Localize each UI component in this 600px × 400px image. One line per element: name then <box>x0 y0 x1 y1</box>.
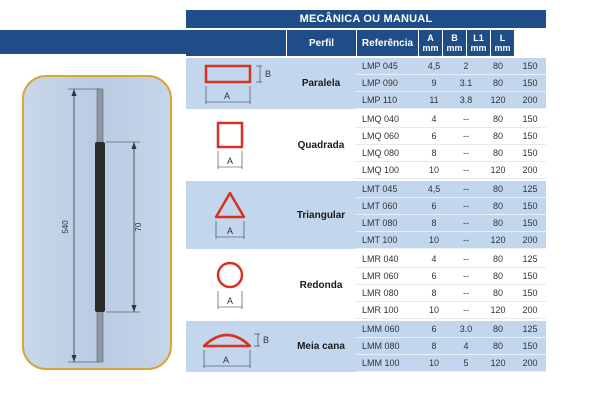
cell-l1: 120 <box>490 305 506 315</box>
profile-name: Meia cana <box>286 321 356 372</box>
cell-l: 150 <box>522 131 538 141</box>
profile-figure-half-round <box>186 321 286 372</box>
fig-a-label: A <box>227 296 234 306</box>
group-redonda <box>186 251 546 319</box>
cell-l1: 80 <box>492 61 503 71</box>
cell-b: -- <box>463 148 469 158</box>
file-diagram <box>24 77 174 372</box>
cell-l1: 80 <box>492 114 503 124</box>
cell-l1: 80 <box>492 184 503 194</box>
cell-l: 150 <box>522 271 538 281</box>
cell-ref: LMT 060 <box>362 201 398 211</box>
header-l1-label: L1 <box>473 33 484 43</box>
half-round-profile-icon <box>196 322 276 372</box>
cell-a: 8 <box>431 341 437 351</box>
cell-l1: 80 <box>492 201 503 211</box>
group-meia-cana <box>186 321 546 372</box>
table-row <box>356 111 546 128</box>
cell-a: 8 <box>431 218 437 228</box>
cell-l1: 80 <box>492 131 503 141</box>
cell-ref: LMT 045 <box>362 184 398 194</box>
fig-b-label: B <box>265 68 272 79</box>
cell-ref: LMR 080 <box>362 288 399 298</box>
group-rows <box>356 251 546 319</box>
dim-inner-label: 70 <box>134 222 143 232</box>
cell-ref: LMR 060 <box>362 271 399 281</box>
fig-a-label: A <box>227 156 234 166</box>
square-profile-icon <box>196 115 276 175</box>
table-row <box>356 251 546 268</box>
cell-a: 6 <box>431 271 437 281</box>
cell-b: 3.8 <box>459 95 473 105</box>
file-drawing <box>22 75 172 370</box>
cell-l: 150 <box>522 218 538 228</box>
cell-l1: 80 <box>492 148 503 158</box>
group-quadrada <box>186 111 546 179</box>
header-b-label: B <box>451 33 458 43</box>
cell-l1: 80 <box>492 218 503 228</box>
cell-l1: 80 <box>492 78 503 88</box>
header-l-label: L <box>499 33 506 43</box>
group-rows <box>356 58 546 109</box>
table-row <box>356 162 546 179</box>
cell-l: 125 <box>522 324 538 334</box>
cell-b: -- <box>463 254 469 264</box>
triangle-profile-icon <box>196 185 276 245</box>
table-row <box>356 302 546 319</box>
header-b-unit: mm <box>446 43 463 53</box>
table-row <box>356 285 546 302</box>
cell-a: 10 <box>428 165 439 175</box>
cell-l1: 120 <box>490 165 506 175</box>
cell-b: 3.0 <box>459 324 473 334</box>
table-row <box>356 268 546 285</box>
cell-ref: LMT 100 <box>362 235 398 245</box>
cell-a: 9 <box>431 78 437 88</box>
header-b <box>442 30 466 56</box>
header-l <box>490 30 514 56</box>
cell-l: 150 <box>522 341 538 351</box>
cell-b: -- <box>463 305 469 315</box>
cell-l: 150 <box>522 148 538 158</box>
cell-ref: LMM 080 <box>362 341 400 351</box>
header-a-unit: mm <box>422 43 439 53</box>
cell-l: 150 <box>522 61 538 71</box>
profile-figure-rectangle <box>186 58 286 109</box>
rectangle-profile-icon <box>196 60 276 108</box>
group-triangular <box>186 181 546 249</box>
cell-a: 10 <box>428 235 439 245</box>
dim-total-label: 540 <box>61 220 70 234</box>
group-paralela <box>186 58 546 109</box>
cell-a: 6 <box>431 201 437 211</box>
cell-a: 10 <box>428 305 439 315</box>
cell-ref: LMQ 040 <box>362 114 400 124</box>
profile-figure-triangle <box>186 181 286 249</box>
cell-ref: LMT 080 <box>362 218 398 228</box>
spec-table <box>186 10 546 372</box>
profile-name: Triangular <box>286 181 356 249</box>
cell-a: 8 <box>431 148 437 158</box>
table-row <box>356 215 546 232</box>
cell-l: 200 <box>522 358 538 368</box>
table-row <box>356 75 546 92</box>
cell-b: 5 <box>463 358 469 368</box>
group-rows <box>356 111 546 179</box>
cell-l: 200 <box>522 235 538 245</box>
header-a-label: A <box>427 33 434 43</box>
cell-b: -- <box>463 131 469 141</box>
cell-a: 6 <box>431 131 437 141</box>
cell-l1: 80 <box>492 254 503 264</box>
cell-l: 150 <box>522 201 538 211</box>
table-row <box>356 128 546 145</box>
profile-name: Redonda <box>286 251 356 319</box>
cell-l1: 80 <box>492 324 503 334</box>
cell-a: 4 <box>431 254 437 264</box>
cell-l1: 120 <box>490 95 506 105</box>
cell-l: 200 <box>522 305 538 315</box>
cell-a: 4,5 <box>427 61 441 71</box>
fig-a-label: A <box>223 354 230 365</box>
cell-a: 8 <box>431 288 437 298</box>
cell-b: -- <box>463 114 469 124</box>
header-a <box>418 30 442 56</box>
cell-b: -- <box>463 235 469 245</box>
cell-l: 200 <box>522 95 538 105</box>
cell-b: -- <box>463 184 469 194</box>
cell-l1: 120 <box>490 358 506 368</box>
cell-b: -- <box>463 165 469 175</box>
header-stripe <box>0 30 186 54</box>
group-rows <box>356 321 546 372</box>
cell-ref: LMM 100 <box>362 358 400 368</box>
header-blank <box>186 30 286 56</box>
cell-ref: LMR 100 <box>362 305 399 315</box>
cell-b: -- <box>463 271 469 281</box>
circle-profile-icon <box>196 255 276 315</box>
cell-l1: 80 <box>492 288 503 298</box>
header-l1-unit: mm <box>470 43 487 53</box>
table-row <box>356 92 546 109</box>
cell-b: 4 <box>463 341 469 351</box>
cell-ref: LMR 040 <box>362 254 399 264</box>
table-header <box>186 30 546 56</box>
cell-b: 3.1 <box>459 78 473 88</box>
cell-a: 10 <box>428 358 439 368</box>
cell-l1: 120 <box>490 235 506 245</box>
table-row <box>356 355 546 372</box>
cell-ref: LMP 110 <box>362 95 398 105</box>
cell-a: 4 <box>431 114 437 124</box>
table-row <box>356 321 546 338</box>
cell-l: 150 <box>522 288 538 298</box>
cell-b: -- <box>463 201 469 211</box>
profile-name: Paralela <box>286 58 356 109</box>
profile-figure-circle <box>186 251 286 319</box>
header-l-unit: mm <box>494 43 511 53</box>
table-row <box>356 232 546 249</box>
cell-l: 125 <box>522 254 538 264</box>
fig-a-label: A <box>227 226 234 236</box>
cell-ref: LMQ 080 <box>362 148 400 158</box>
cell-ref: LMP 045 <box>362 61 398 71</box>
cell-ref: LMQ 060 <box>362 131 400 141</box>
fig-a-label: A <box>224 90 231 101</box>
cell-l: 150 <box>522 78 538 88</box>
cell-a: 4,5 <box>427 184 441 194</box>
profile-figure-square <box>186 111 286 179</box>
table-row <box>356 338 546 355</box>
cell-b: -- <box>463 218 469 228</box>
cell-a: 6 <box>431 324 437 334</box>
header-referencia: Referência <box>356 30 418 56</box>
cell-ref: LMQ 100 <box>362 165 400 175</box>
table-row <box>356 145 546 162</box>
table-row <box>356 181 546 198</box>
table-row <box>356 58 546 75</box>
cell-l1: 80 <box>492 271 503 281</box>
header-l1 <box>466 30 490 56</box>
cell-l: 125 <box>522 184 538 194</box>
fig-b-label: B <box>263 334 270 345</box>
cell-l1: 80 <box>492 341 503 351</box>
profile-name: Quadrada <box>286 111 356 179</box>
cell-ref: LMP 090 <box>362 78 398 88</box>
cell-b: 2 <box>463 61 469 71</box>
cell-b: -- <box>463 288 469 298</box>
header-perfil: Perfil <box>286 30 356 56</box>
cell-l: 150 <box>522 114 538 124</box>
cell-a: 11 <box>429 95 439 105</box>
table-title: MECÂNICA OU MANUAL <box>186 10 546 28</box>
cell-l: 200 <box>522 165 538 175</box>
table-row <box>356 198 546 215</box>
cell-ref: LMM 060 <box>362 324 400 334</box>
group-rows <box>356 181 546 249</box>
